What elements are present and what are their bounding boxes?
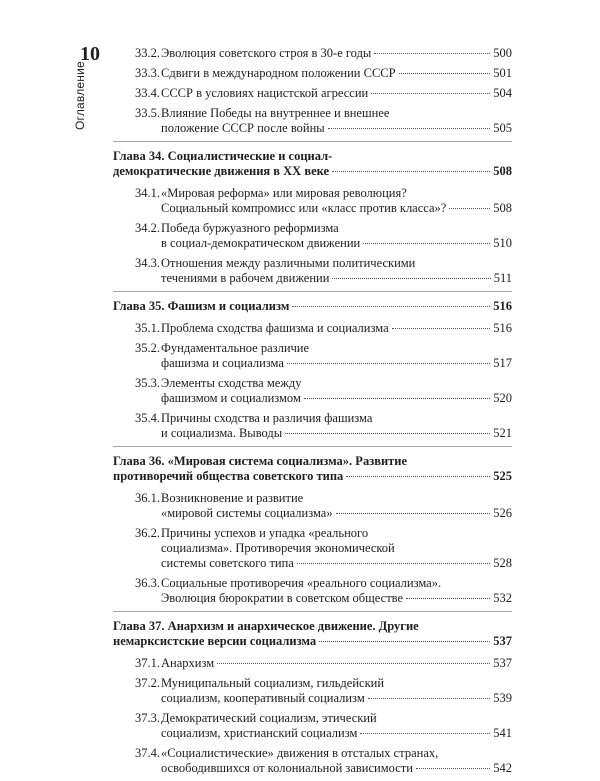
toc-section-entry[interactable] bbox=[113, 411, 512, 441]
dot-leader bbox=[217, 663, 490, 664]
page-reference: 504 bbox=[493, 86, 512, 100]
section-number: 36.3. bbox=[135, 576, 160, 590]
dot-leader bbox=[392, 328, 491, 329]
toc-section-entry[interactable] bbox=[113, 86, 512, 101]
section-number: 37.1. bbox=[135, 656, 160, 670]
entry-title-line: немарксистские версии социализма bbox=[113, 634, 317, 648]
dot-leader bbox=[371, 93, 490, 94]
section-number: 35.2. bbox=[135, 341, 160, 355]
entry-title-line: Социальные противоречия «реального социализма». bbox=[161, 576, 442, 590]
page-reference: 528 bbox=[493, 556, 512, 570]
section-number: 33.2. bbox=[135, 46, 160, 60]
page-reference: 508 bbox=[493, 164, 512, 178]
entry-title-line: Элементы сходства между bbox=[161, 376, 302, 390]
entry-title-line: фашизмом и социализмом bbox=[161, 391, 301, 405]
toc-section-entry[interactable] bbox=[113, 746, 512, 776]
page-reference: 516 bbox=[493, 299, 512, 313]
toc-section-entry[interactable] bbox=[113, 221, 512, 251]
section-number: 37.3. bbox=[135, 711, 160, 725]
page-reference: 532 bbox=[493, 591, 512, 605]
entry-title-line: и социализма. Выводы bbox=[161, 426, 283, 440]
toc-chapter-entry[interactable] bbox=[113, 454, 512, 484]
entry-title-line: «Мировая реформа» или мировая революция? bbox=[161, 186, 407, 200]
page-reference: 537 bbox=[493, 656, 512, 670]
section-number: 33.5. bbox=[135, 106, 160, 120]
page-reference: 501 bbox=[493, 66, 512, 80]
table-of-contents bbox=[113, 46, 512, 781]
page-number: 10 bbox=[80, 43, 100, 65]
entry-title-line: Проблема сходства фашизма и социализма bbox=[161, 321, 389, 335]
section-number: 37.4. bbox=[135, 746, 160, 760]
dot-leader bbox=[406, 598, 490, 599]
dot-leader bbox=[319, 641, 490, 642]
entry-title-line: Победа буржуазного реформизма bbox=[161, 221, 339, 235]
entry-title-line: Влияние Победы на внутреннее и внешнее bbox=[161, 106, 390, 120]
toc-chapter-entry[interactable] bbox=[113, 299, 512, 314]
entry-title-line: Возникновение и развитие bbox=[161, 491, 304, 505]
dot-leader bbox=[332, 278, 490, 279]
dot-leader bbox=[363, 243, 490, 244]
entry-title-line: Глава 37. Анархизм и анархическое движение. Другие bbox=[113, 619, 419, 633]
page-reference: 521 bbox=[493, 426, 512, 440]
entry-title-line: Муниципальный социализм, гильдейский bbox=[161, 676, 385, 690]
dot-leader bbox=[416, 768, 490, 769]
toc-section-entry[interactable] bbox=[113, 66, 512, 81]
running-head: Оглавление bbox=[73, 61, 87, 130]
toc-section-entry[interactable] bbox=[113, 321, 512, 336]
section-number: 36.1. bbox=[135, 491, 160, 505]
page-reference: 511 bbox=[493, 271, 512, 285]
toc-section-entry[interactable] bbox=[113, 576, 512, 606]
page-reference: 510 bbox=[493, 236, 512, 250]
dot-leader bbox=[374, 53, 490, 54]
section-number: 36.2. bbox=[135, 526, 160, 540]
chapter-divider bbox=[113, 291, 512, 292]
entry-title-line: Эволюция советского строя в 30-е годы bbox=[161, 46, 372, 60]
page-reference: 539 bbox=[493, 691, 512, 705]
page-reference: 516 bbox=[493, 321, 512, 335]
entry-title-line: социализма». Противоречия экономической bbox=[161, 541, 395, 555]
entry-title-line: Глава 34. Социалистические и социал- bbox=[113, 149, 333, 163]
entry-title-line: социализм, христианский социализм bbox=[161, 726, 358, 740]
dot-leader bbox=[336, 513, 491, 514]
dot-leader bbox=[449, 208, 490, 209]
toc-section-entry[interactable] bbox=[113, 676, 512, 706]
page-reference: 520 bbox=[493, 391, 512, 405]
dot-leader bbox=[368, 698, 491, 699]
entry-title-line: демократические движения в XX веке bbox=[113, 164, 330, 178]
entry-title-line: Фундаментальное различие bbox=[161, 341, 310, 355]
section-number: 34.1. bbox=[135, 186, 160, 200]
page-reference: 537 bbox=[493, 634, 512, 648]
entry-title-line: социализм, кооперативный социализм bbox=[161, 691, 365, 705]
toc-chapter-entry[interactable] bbox=[113, 619, 512, 649]
entry-title-line: Сдвиги в международном положении СССР bbox=[161, 66, 396, 80]
toc-section-entry[interactable] bbox=[113, 711, 512, 741]
dot-leader bbox=[360, 733, 490, 734]
page-reference: 508 bbox=[493, 201, 512, 215]
entry-title-line: «Социалистические» движения в отсталых странах, bbox=[161, 746, 439, 760]
page-reference: 541 bbox=[493, 726, 512, 740]
toc-section-entry[interactable] bbox=[113, 341, 512, 371]
section-number: 37.2. bbox=[135, 676, 160, 690]
toc-chapter-entry[interactable] bbox=[113, 149, 512, 179]
toc-section-entry[interactable] bbox=[113, 106, 512, 136]
entry-title-line: противоречий общества советского типа bbox=[113, 469, 344, 483]
page-reference: 500 bbox=[493, 46, 512, 60]
dot-leader bbox=[297, 563, 490, 564]
dot-leader bbox=[399, 73, 491, 74]
toc-section-entry[interactable] bbox=[113, 186, 512, 216]
entry-title-line: фашизма и социализма bbox=[161, 356, 284, 370]
entry-title-line: Отношения между различными политическими bbox=[161, 256, 416, 270]
dot-leader bbox=[346, 476, 490, 477]
section-number: 35.1. bbox=[135, 321, 160, 335]
toc-section-entry[interactable] bbox=[113, 256, 512, 286]
section-number: 34.3. bbox=[135, 256, 160, 270]
entry-title-line: Эволюция бюрократии в советском обществе bbox=[161, 591, 404, 605]
dot-leader bbox=[292, 306, 490, 307]
entry-title-line: положение СССР после войны bbox=[161, 121, 325, 135]
dot-leader bbox=[304, 398, 490, 399]
dot-leader bbox=[332, 171, 490, 172]
chapter-divider bbox=[113, 611, 512, 612]
dot-leader bbox=[285, 433, 490, 434]
page-reference: 525 bbox=[493, 469, 512, 483]
entry-title-line: Анархизм bbox=[161, 656, 215, 670]
chapter-divider bbox=[113, 141, 512, 142]
entry-title-line: течениями в рабочем движении bbox=[161, 271, 330, 285]
section-number: 33.4. bbox=[135, 86, 160, 100]
entry-title-line: Глава 36. «Мировая система социализма». Развитие bbox=[113, 454, 408, 468]
entry-title-line: Глава 35. Фашизм и социализм bbox=[113, 299, 290, 313]
section-number: 33.3. bbox=[135, 66, 160, 80]
toc-section-entry[interactable] bbox=[113, 526, 512, 571]
dot-leader bbox=[328, 128, 491, 129]
dot-leader bbox=[287, 363, 490, 364]
toc-section-entry[interactable] bbox=[113, 656, 512, 671]
section-number: 35.3. bbox=[135, 376, 160, 390]
entry-title-line: системы советского типа bbox=[161, 556, 294, 570]
toc-section-entry[interactable] bbox=[113, 46, 512, 61]
entry-title-line: «мировой системы социализма» bbox=[161, 506, 333, 520]
entry-title-line: в социал-демократическом движении bbox=[161, 236, 361, 250]
page-reference: 542 bbox=[493, 761, 512, 775]
entry-title-line: Демократический социализм, этический bbox=[161, 711, 377, 725]
page-reference: 526 bbox=[493, 506, 512, 520]
entry-title-line: освободившихся от колониальной зависимости bbox=[161, 761, 413, 775]
toc-section-entry[interactable] bbox=[113, 491, 512, 521]
chapter-divider bbox=[113, 446, 512, 447]
entry-title-line: Социальный компромисс или «класс против класса»? bbox=[161, 201, 447, 215]
entry-title-line: Причины сходства и различия фашизма bbox=[161, 411, 373, 425]
page-reference: 517 bbox=[493, 356, 512, 370]
entry-title-line: Причины успехов и упадка «реального bbox=[161, 526, 369, 540]
entry-title-line: СССР в условиях нацистской агрессии bbox=[161, 86, 369, 100]
section-number: 34.2. bbox=[135, 221, 160, 235]
section-number: 35.4. bbox=[135, 411, 160, 425]
toc-section-entry[interactable] bbox=[113, 376, 512, 406]
page-reference: 505 bbox=[493, 121, 512, 135]
